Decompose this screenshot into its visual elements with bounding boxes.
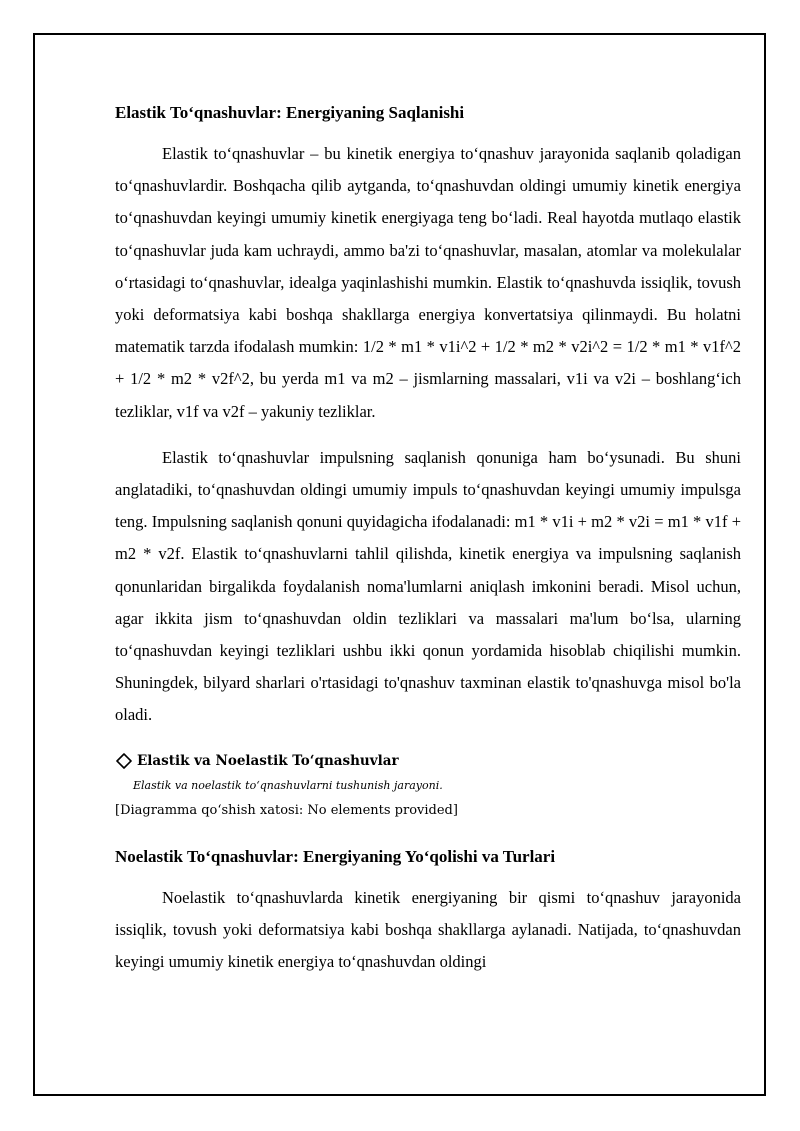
- diagram-title: Elastik va Noelastik To‘qnashuvlar: [137, 752, 399, 769]
- paragraph-elastic-momentum: Elastik to‘qnashuvlar impulsning saqlanish qonuniga ham bo‘ysunadi. Bu shuni anglatadiki, to‘qnashuvdan oldingi umumiy impuls to‘qnashuvdan keyingi umumiy impulsga teng. Impulsning saqlanish qonuni quyidagicha ifodalanadi: m1 * v1i + m2 * v2i = m1 * v1f + m2 * v2f. Elastik to‘qnashuvlarni tahlil qilishda, kinetik energiya va impulsning saqlanish qonunlaridan birgalikda foydalanish noma'lumlarni aniqlash imkonini beradi. Misol uchun, agar ikkita jism to‘qnashuvdan oldin tezliklari va massalari ma'lum bo‘lsa, ularning to‘qnashuvdan keyingi tezliklari ushbu ikki qonun yordamida hisoblab chiqilishi mumkin. Shuningdek, bilyard sharlari o'rtasidagi to'qnashuv taxminan elastik to'qnashuvga misol bo'la oladi.: [115, 447, 741, 725]
- section-heading-elastic: Elastik To‘qnashuvlar: Energiyaning Saqlanishi: [115, 103, 465, 122]
- section-heading-inelastic: Noelastik To‘qnashuvlar: Energiyaning Yo‘qolishi va Turlari: [115, 846, 556, 866]
- paragraph-inelastic: Noelastik to‘qnashuvlarda kinetik energiyaning bir qismi to‘qnashuv jarayonida issiqlik, tovush yoki deformatsiya kabi boshqa shakllarga aylanadi. Natijada, to‘qnashuvdan keyingi umumiy kinetik energiya to‘qnashuvdan oldingi: [115, 887, 741, 972]
- diagram-caption: Elastik va noelastik to‘qnashuvlarni tushunish jarayoni.: [133, 778, 443, 792]
- paragraph-elastic-energy: Elastik to‘qnashuvlar – bu kinetik energiya to‘qnashuv jarayonida saqlanib qoladigan to‘qnashuvlardir. Boshqacha qilib aytganda, to‘qnashuvdan oldingi umumiy kinetik energiya to‘qnashuvdan keyingi umumiy kinetik energiyaga teng bo‘ladi. Real hayotda mutlaqo elastik to‘qnashuvlar juda kam uchraydi, ammo ba'zi to‘qnashuvlar, masalan, atomlar va molekulalar o‘rtasidagi to‘qnashuvlar, idealga yaqinlashishi mumkin. Elastik to‘qnashuvda issiqlik, tovush yoki deformatsiya kabi boshqa shakllarga energiya konvertatsiya qilinmaydi. Bu holatni matematik tarzda ifodalash mumkin: 1/2 * m1 * v1i^2 + 1/2 * m2 * v2i^2 = 1/2 * m1 * v1f^2 + 1/2 * m2 * v2f^2, bu yerda m1 va m2 – jismlarning massalari, v1i va v2i – boshlang‘ich tezliklar, v1f va v2f – yakuniy tezliklar.: [115, 144, 741, 421]
- diagram-title-row: [115, 752, 741, 770]
- tag-icon: [115, 752, 133, 770]
- document-content: [115, 96, 741, 978]
- diagram-block: [115, 752, 741, 820]
- diagram-error-message: [Diagramma qo‘shish xatosi: No elements provided]: [115, 802, 458, 818]
